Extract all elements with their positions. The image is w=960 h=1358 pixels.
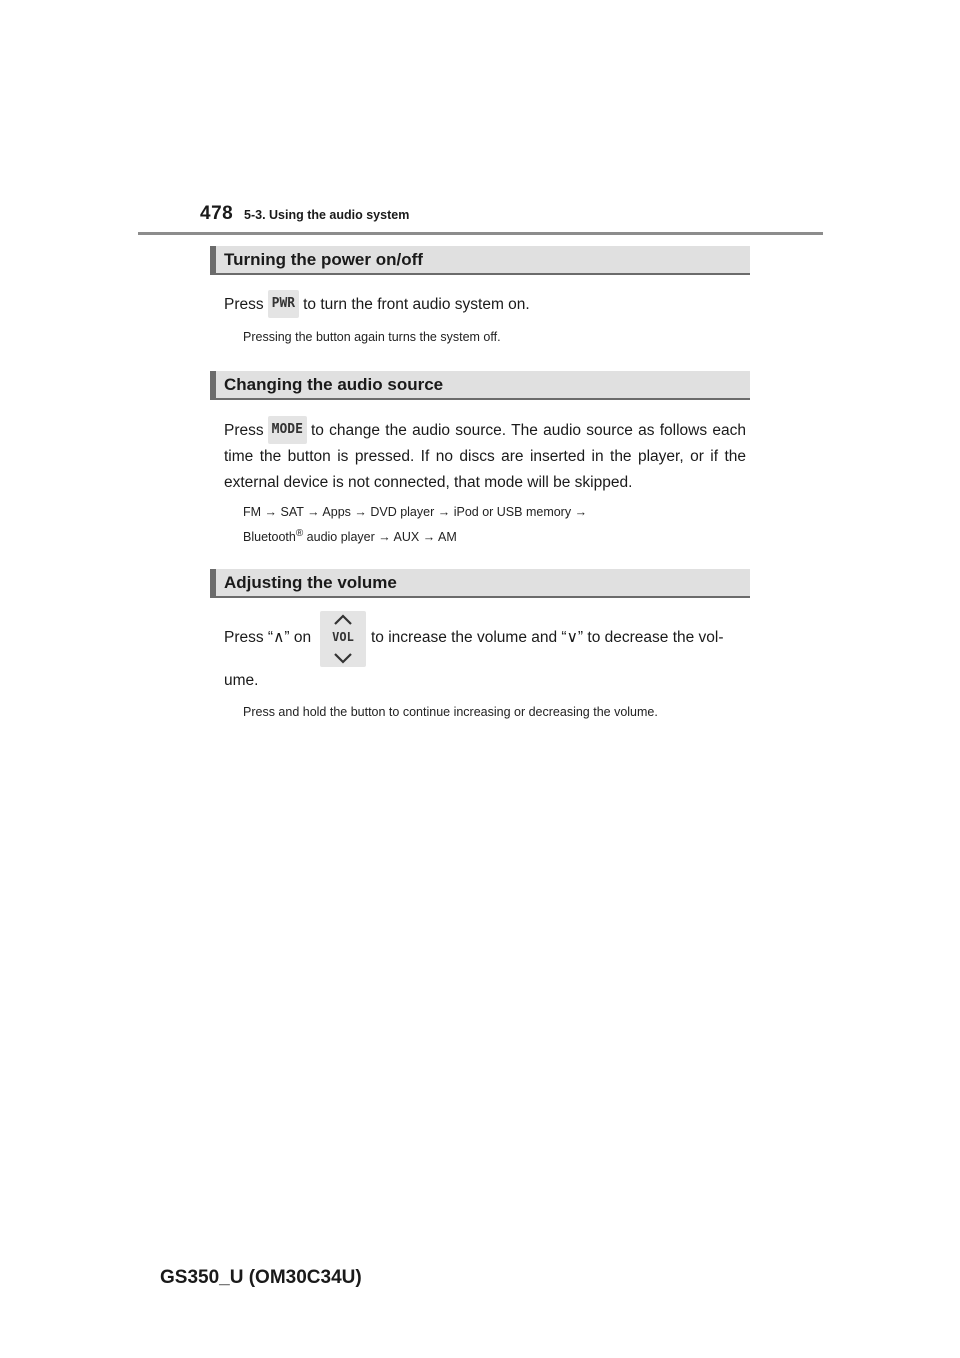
mode-button-icon: MODE <box>268 416 307 444</box>
section-title-power-text: Turning the power on/off <box>224 250 423 269</box>
volume-text-before: Press “∧” on <box>224 629 312 646</box>
source-instruction <box>224 416 746 496</box>
source-sequence-line2 <box>243 523 763 548</box>
vol-button-icon <box>320 611 366 667</box>
section-title-volume-text: Adjusting the volume <box>224 573 397 592</box>
source-text-before: Press <box>224 422 264 439</box>
power-text-before: Press <box>224 296 264 313</box>
power-text-after: to turn the front audio system on. <box>303 296 530 313</box>
chevron-down-icon <box>334 653 352 664</box>
section-title-power <box>210 246 750 275</box>
volume-text-after: to increase the volume and “∨” to decrease the vol- <box>371 629 724 646</box>
section-title-source-text: Changing the audio source <box>224 375 444 394</box>
footer-model: GS350_U (OM30C34U) <box>160 1267 362 1288</box>
bluetooth-label: Bluetooth <box>243 530 296 545</box>
page-number: 478 <box>200 203 234 224</box>
vol-label: VOL <box>332 630 354 644</box>
pwr-button-icon: PWR <box>268 290 299 318</box>
power-note: Pressing the button again turns the system off. <box>243 330 501 344</box>
section-title-volume <box>210 569 750 598</box>
volume-text-line2: ume. <box>224 672 259 689</box>
chevron-up-icon <box>334 614 352 625</box>
page-header <box>200 203 820 231</box>
source-sequence-line2-rest: audio player → AUX → AM <box>303 530 457 545</box>
registered-mark: ® <box>295 528 304 539</box>
section-title-source <box>210 371 750 400</box>
header-rule <box>138 232 823 235</box>
section-reference: 5-3. Using the audio system <box>244 208 410 222</box>
source-text-after: to change the audio source. The audio source as follows each time the button is pressed. If no discs are inserted in the player, or if the external device is not connected, that mode will be skipped. <box>224 422 746 491</box>
source-sequence-line1: FM → SAT → Apps → DVD player → iPod or USB memory → <box>243 505 588 519</box>
volume-note: Press and hold the button to continue increasing or decreasing the volume. <box>243 705 658 719</box>
source-sequence <box>243 501 763 548</box>
power-instruction <box>224 290 746 318</box>
